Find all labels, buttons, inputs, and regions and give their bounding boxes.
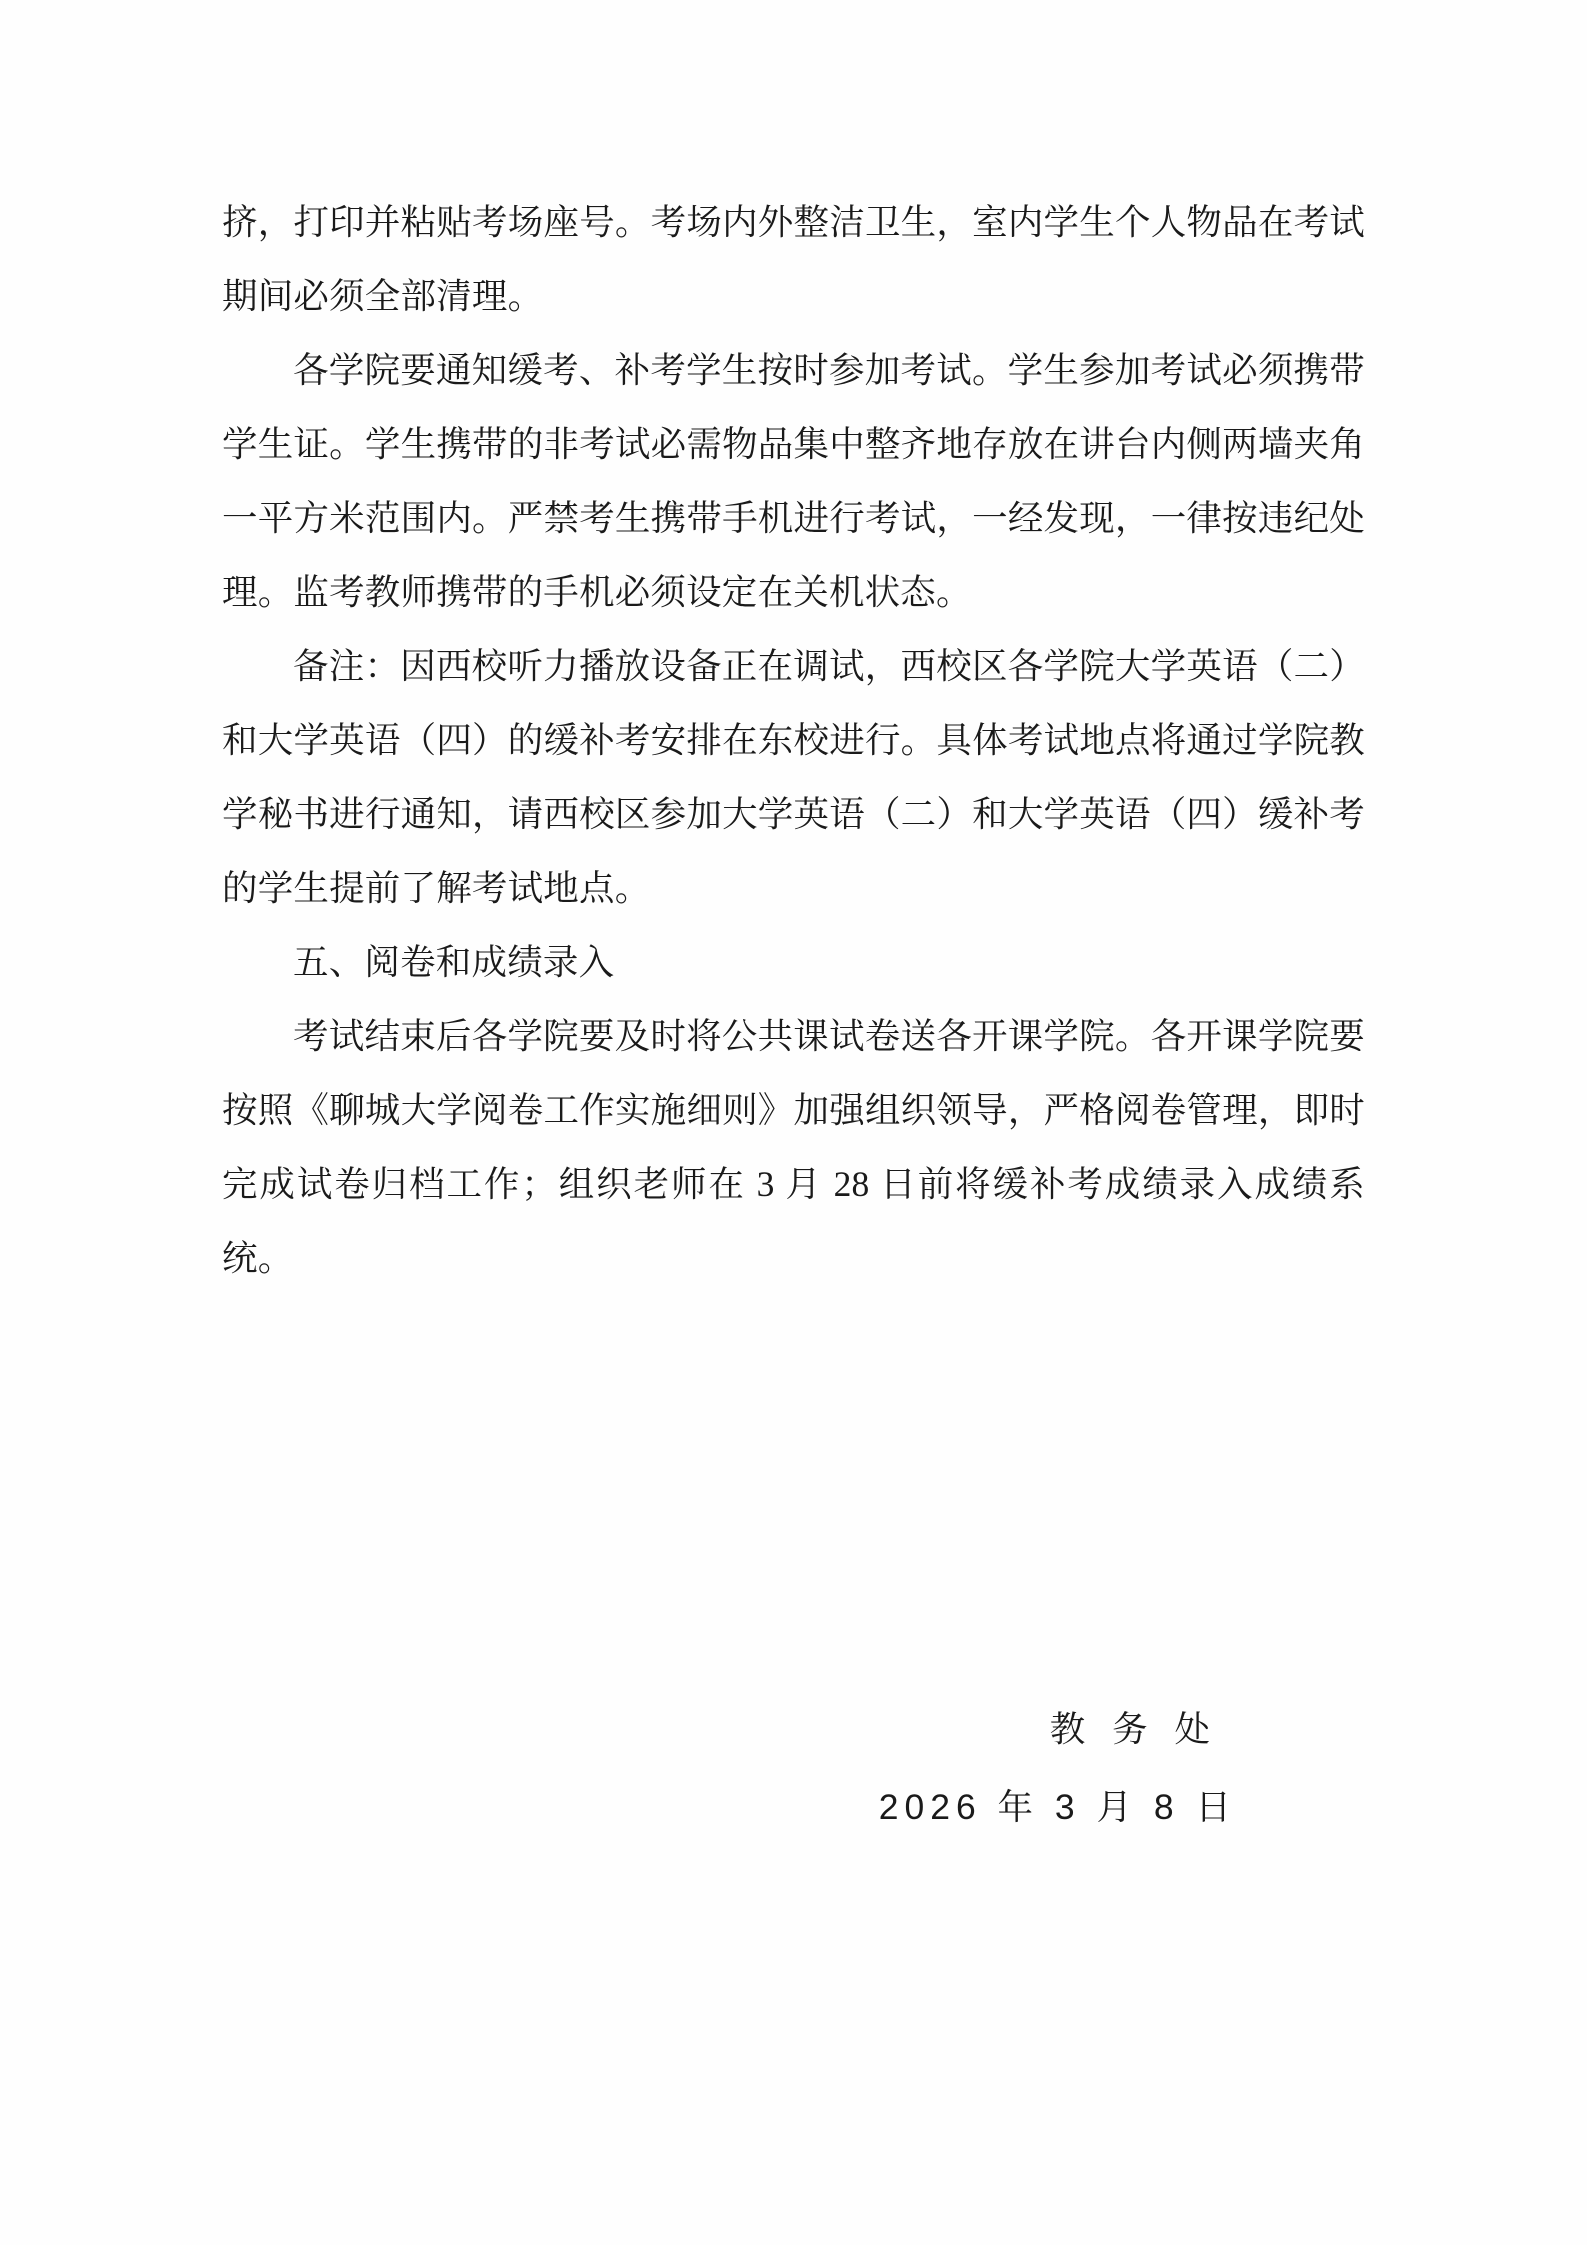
signature-block: [222, 1690, 1365, 1846]
document-body: [222, 185, 1365, 1295]
paragraph-makeup-exam-notice: 各学院要通知缓考、补考学生按时参加考试。学生参加考试必须携带学生证。学生携带的非考试必需物品集中整齐地存放在讲台内侧两墙夹角一平方米范围内。严禁考生携带手机进行考试，一经发现，一律按违纪处理。监考教师携带的手机必须设定在关机状态。: [222, 350, 1365, 612]
section-heading-five: 五、阅卷和成绩录入: [293, 942, 615, 982]
paragraph-grading-requirements: 考试结束后各学院要及时将公共课试卷送各开课学院。各开课学院要按照《聊城大学阅卷工作实施细则》加强组织领导，严格阅卷管理，即时完成试卷归档工作；组织老师在 3 月 28 日前将缓补考成绩录入成绩系统。: [222, 1016, 1365, 1278]
paragraph-seating: 挤，打印并粘贴考场座号。考场内外整洁卫生，室内学生个人物品在考试期间必须全部清理。: [222, 202, 1365, 316]
paragraph-remark-english-exam: 备注：因西校听力播放设备正在调试，西校区各学院大学英语（二）和大学英语（四）的缓补考安排在东校进行。具体考试地点将通过学院教学秘书进行通知，请西校区参加大学英语（二）和大学英语（四）缓补考的学生提前了解考试地点。: [222, 646, 1365, 908]
signature-date: 2026 年 3 月 8 日: [878, 1787, 1237, 1827]
signature-office: 教 务 处: [1049, 1709, 1219, 1749]
